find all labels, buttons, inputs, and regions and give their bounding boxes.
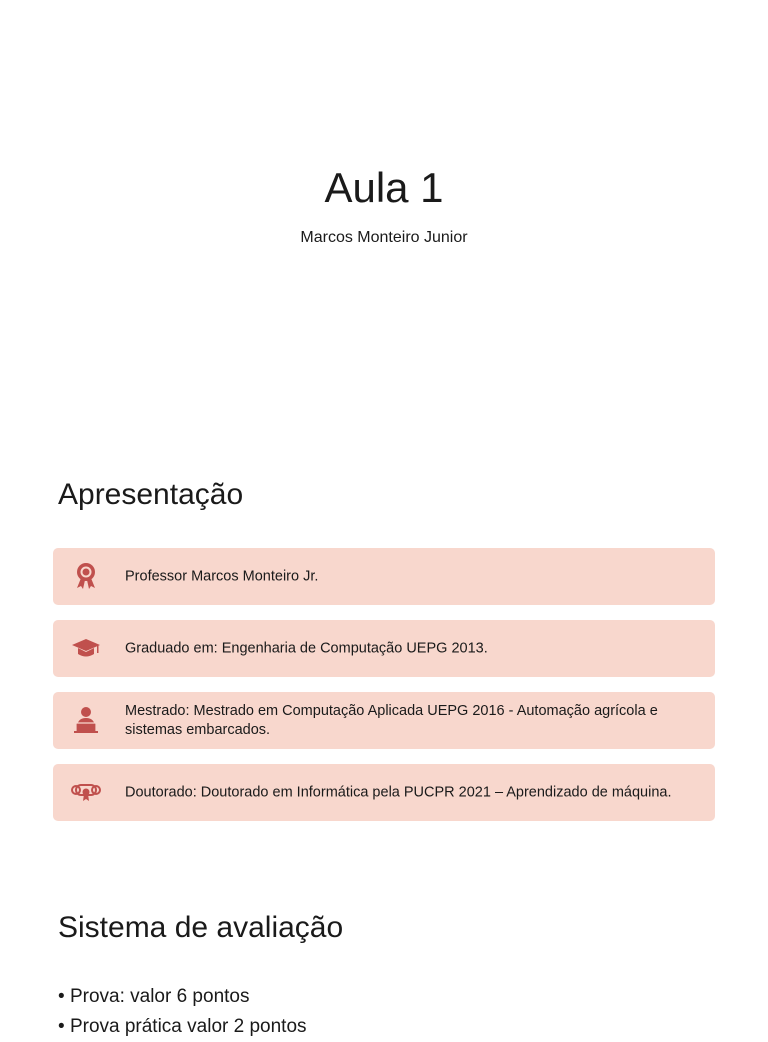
card-text: Graduado em: Engenharia de Computação UEPG 2013. [125,640,488,656]
bullet-item: • Prova prática valor 2 pontos [58,1012,307,1042]
card-text: Doutorado: Doutorado em Informática pela PUCPR 2021 – Aprendizado de máquina. [125,784,672,800]
title-slide [0,0,768,432]
info-card-graduacao [53,620,715,677]
info-card-mestrado [53,692,715,749]
card-text: Professor Marcos Monteiro Jr. [125,568,319,584]
person-at-laptop-icon [70,704,102,736]
info-card-doutorado [53,764,715,821]
bullet-item: • Prova: valor 6 pontos [58,982,307,1012]
diploma-scroll-icon [70,776,102,808]
graduation-cap-icon [70,632,102,664]
slide-title: Aula 1 [324,164,444,211]
info-card-professor [53,548,715,605]
section-heading-apresentacao: Apresentação [58,478,244,511]
section-heading-avaliacao: Sistema de avaliação [58,911,344,944]
card-text: Mestrado: Mestrado em Computação Aplicada UEPG 2016 - Automação agrícola e sistemas embarcados. [125,702,658,738]
award-ribbon-icon [70,560,102,592]
slide-subtitle: Marcos Monteiro Junior [300,229,468,246]
bullet-list [58,982,307,1042]
